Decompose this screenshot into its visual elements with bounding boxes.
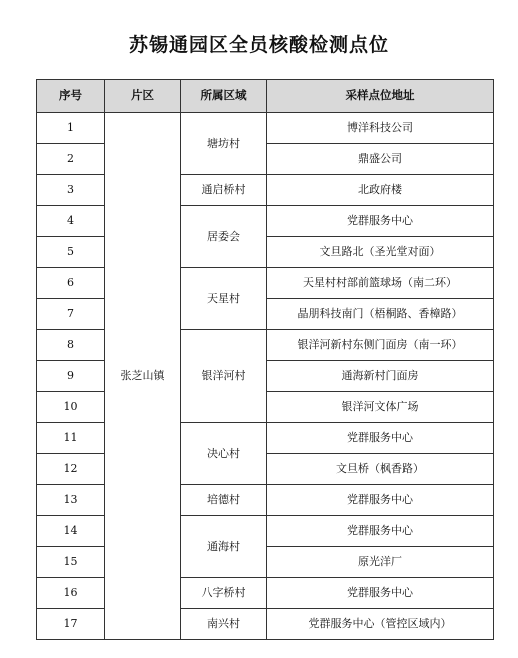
area-cell: 决心村 bbox=[181, 423, 267, 485]
row-index: 9 bbox=[37, 361, 105, 392]
address-cell: 原光洋厂 bbox=[267, 547, 494, 578]
area-cell: 天星村 bbox=[181, 268, 267, 330]
area-cell: 八字桥村 bbox=[181, 578, 267, 609]
row-index: 5 bbox=[37, 237, 105, 268]
area-cell: 银洋河村 bbox=[181, 330, 267, 423]
area-cell: 塘坊村 bbox=[181, 113, 267, 175]
area-cell: 培德村 bbox=[181, 485, 267, 516]
address-cell: 银洋河文体广场 bbox=[267, 392, 494, 423]
table-body bbox=[37, 113, 494, 640]
address-cell: 鼎盛公司 bbox=[267, 144, 494, 175]
address-cell: 天星村村部前篮球场（南二环） bbox=[267, 268, 494, 299]
address-cell: 晶朋科技南门（梧桐路、香樟路） bbox=[267, 299, 494, 330]
row-index: 10 bbox=[37, 392, 105, 423]
row-index: 8 bbox=[37, 330, 105, 361]
table-header-row bbox=[37, 80, 494, 113]
header-address: 采样点位地址 bbox=[267, 80, 494, 113]
address-cell: 银洋河新村东侧门面房（南一环） bbox=[267, 330, 494, 361]
area-cell: 通海村 bbox=[181, 516, 267, 578]
row-index: 1 bbox=[37, 113, 105, 144]
table-row bbox=[37, 113, 494, 144]
row-index: 6 bbox=[37, 268, 105, 299]
row-index: 13 bbox=[37, 485, 105, 516]
address-cell: 北政府楼 bbox=[267, 175, 494, 206]
header-district: 片区 bbox=[105, 80, 181, 113]
address-cell: 通海新村门面房 bbox=[267, 361, 494, 392]
area-cell: 居委会 bbox=[181, 206, 267, 268]
row-index: 3 bbox=[37, 175, 105, 206]
page-title: 苏锡通园区全员核酸检测点位 bbox=[128, 34, 389, 56]
row-index: 14 bbox=[37, 516, 105, 547]
address-cell: 文旦路北（圣光堂对面） bbox=[267, 237, 494, 268]
row-index: 11 bbox=[37, 423, 105, 454]
address-cell: 文旦桥（枫香路） bbox=[267, 454, 494, 485]
district-cell: 张芝山镇 bbox=[105, 113, 181, 640]
row-index: 16 bbox=[37, 578, 105, 609]
address-cell: 党群服务中心（管控区域内） bbox=[267, 609, 494, 640]
address-cell: 党群服务中心 bbox=[267, 578, 494, 609]
sampling-points-table bbox=[36, 79, 494, 640]
row-index: 4 bbox=[37, 206, 105, 237]
address-cell: 党群服务中心 bbox=[267, 423, 494, 454]
header-area: 所属区域 bbox=[181, 80, 267, 113]
address-cell: 党群服务中心 bbox=[267, 206, 494, 237]
row-index: 2 bbox=[37, 144, 105, 175]
address-cell: 党群服务中心 bbox=[267, 485, 494, 516]
row-index: 17 bbox=[37, 609, 105, 640]
header-index: 序号 bbox=[37, 80, 105, 113]
row-index: 12 bbox=[37, 454, 105, 485]
area-cell: 通启桥村 bbox=[181, 175, 267, 206]
address-cell: 党群服务中心 bbox=[267, 516, 494, 547]
row-index: 7 bbox=[37, 299, 105, 330]
address-cell: 博洋科技公司 bbox=[267, 113, 494, 144]
row-index: 15 bbox=[37, 547, 105, 578]
area-cell: 南兴村 bbox=[181, 609, 267, 640]
